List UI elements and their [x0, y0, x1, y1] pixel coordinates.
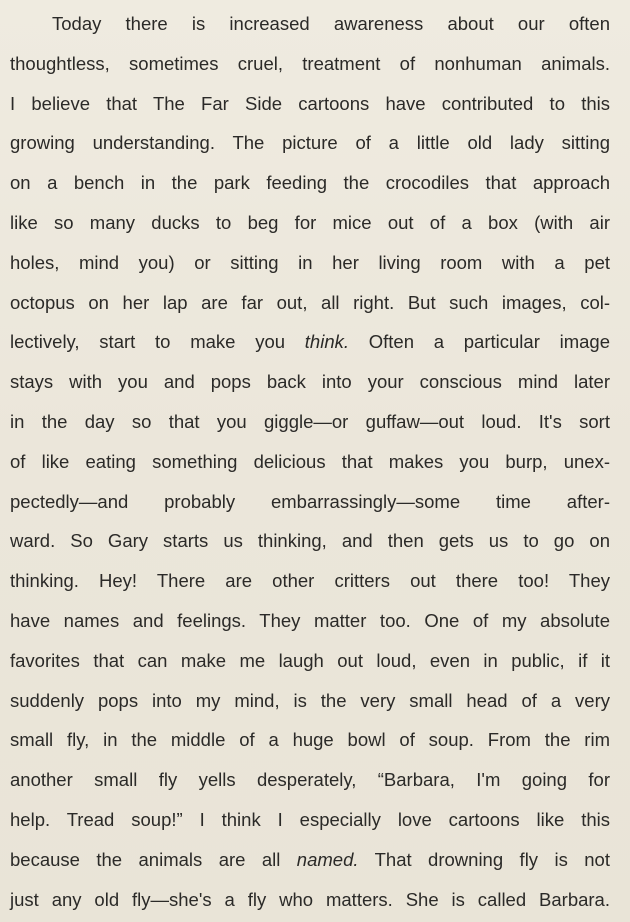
- text-line: have names and feelings. They matter too. One of my absolute: [10, 609, 610, 631]
- italic-word: think.: [304, 331, 349, 353]
- text-line: like so many ducks to beg for mice out of a box (with air: [10, 211, 610, 233]
- text-line: I believe that The Far Side cartoons have contributed to this: [10, 92, 610, 114]
- text-line: of like eating something delicious that makes you burp, unex-: [10, 450, 610, 472]
- text-line: stays with you and pops back into your conscious mind later: [10, 371, 610, 393]
- text-run: lectively, start to make you: [10, 331, 305, 353]
- text-line: help. Tread soup!” I think I especially love cartoons like this: [10, 808, 610, 830]
- text-line: pectedly—and probably embarrassingly—some time after-: [10, 490, 610, 512]
- text-line: small fly, in the middle of a huge bowl of soup. From the rim: [10, 729, 610, 751]
- text-line: on a bench in the park feeding the crocodiles that approach: [10, 172, 610, 194]
- text-line: just any old fly—she's a fly who matters. She is called Barbara.: [10, 888, 610, 910]
- text-run: That drowning fly is not: [358, 848, 610, 870]
- text-line: in the day so that you giggle—or guffaw—out loud. It's sort: [10, 410, 610, 432]
- text-line-mixed: [10, 322, 610, 362]
- italic-word: named.: [296, 848, 359, 870]
- text-run: Often a particular image: [349, 331, 610, 353]
- body-paragraph: [10, 4, 610, 919]
- text-line: suddenly pops into my mind, is the very small head of a very: [10, 689, 610, 711]
- text-line-mixed: [10, 840, 610, 880]
- text-line: favorites that can make me laugh out loud, even in public, if it: [10, 649, 610, 671]
- text-line: thoughtless, sometimes cruel, treatment of nonhuman animals.: [10, 52, 610, 74]
- text-line: Today there is increased awareness about our often: [52, 13, 610, 34]
- text-line: thinking. Hey! There are other critters out there too! They: [10, 570, 610, 592]
- text-line: another small fly yells desperately, “Barbara, I'm going for: [10, 769, 610, 791]
- text-run: because the animals are all: [10, 848, 297, 870]
- text-line: ward. So Gary starts us thinking, and then gets us to go on: [10, 530, 610, 552]
- text-line: growing understanding. The picture of a little old lady sitting: [10, 132, 610, 154]
- text-line: holes, mind you) or sitting in her living room with a pet: [10, 251, 610, 273]
- text-line: octopus on her lap are far out, all right. But such images, col-: [10, 291, 610, 313]
